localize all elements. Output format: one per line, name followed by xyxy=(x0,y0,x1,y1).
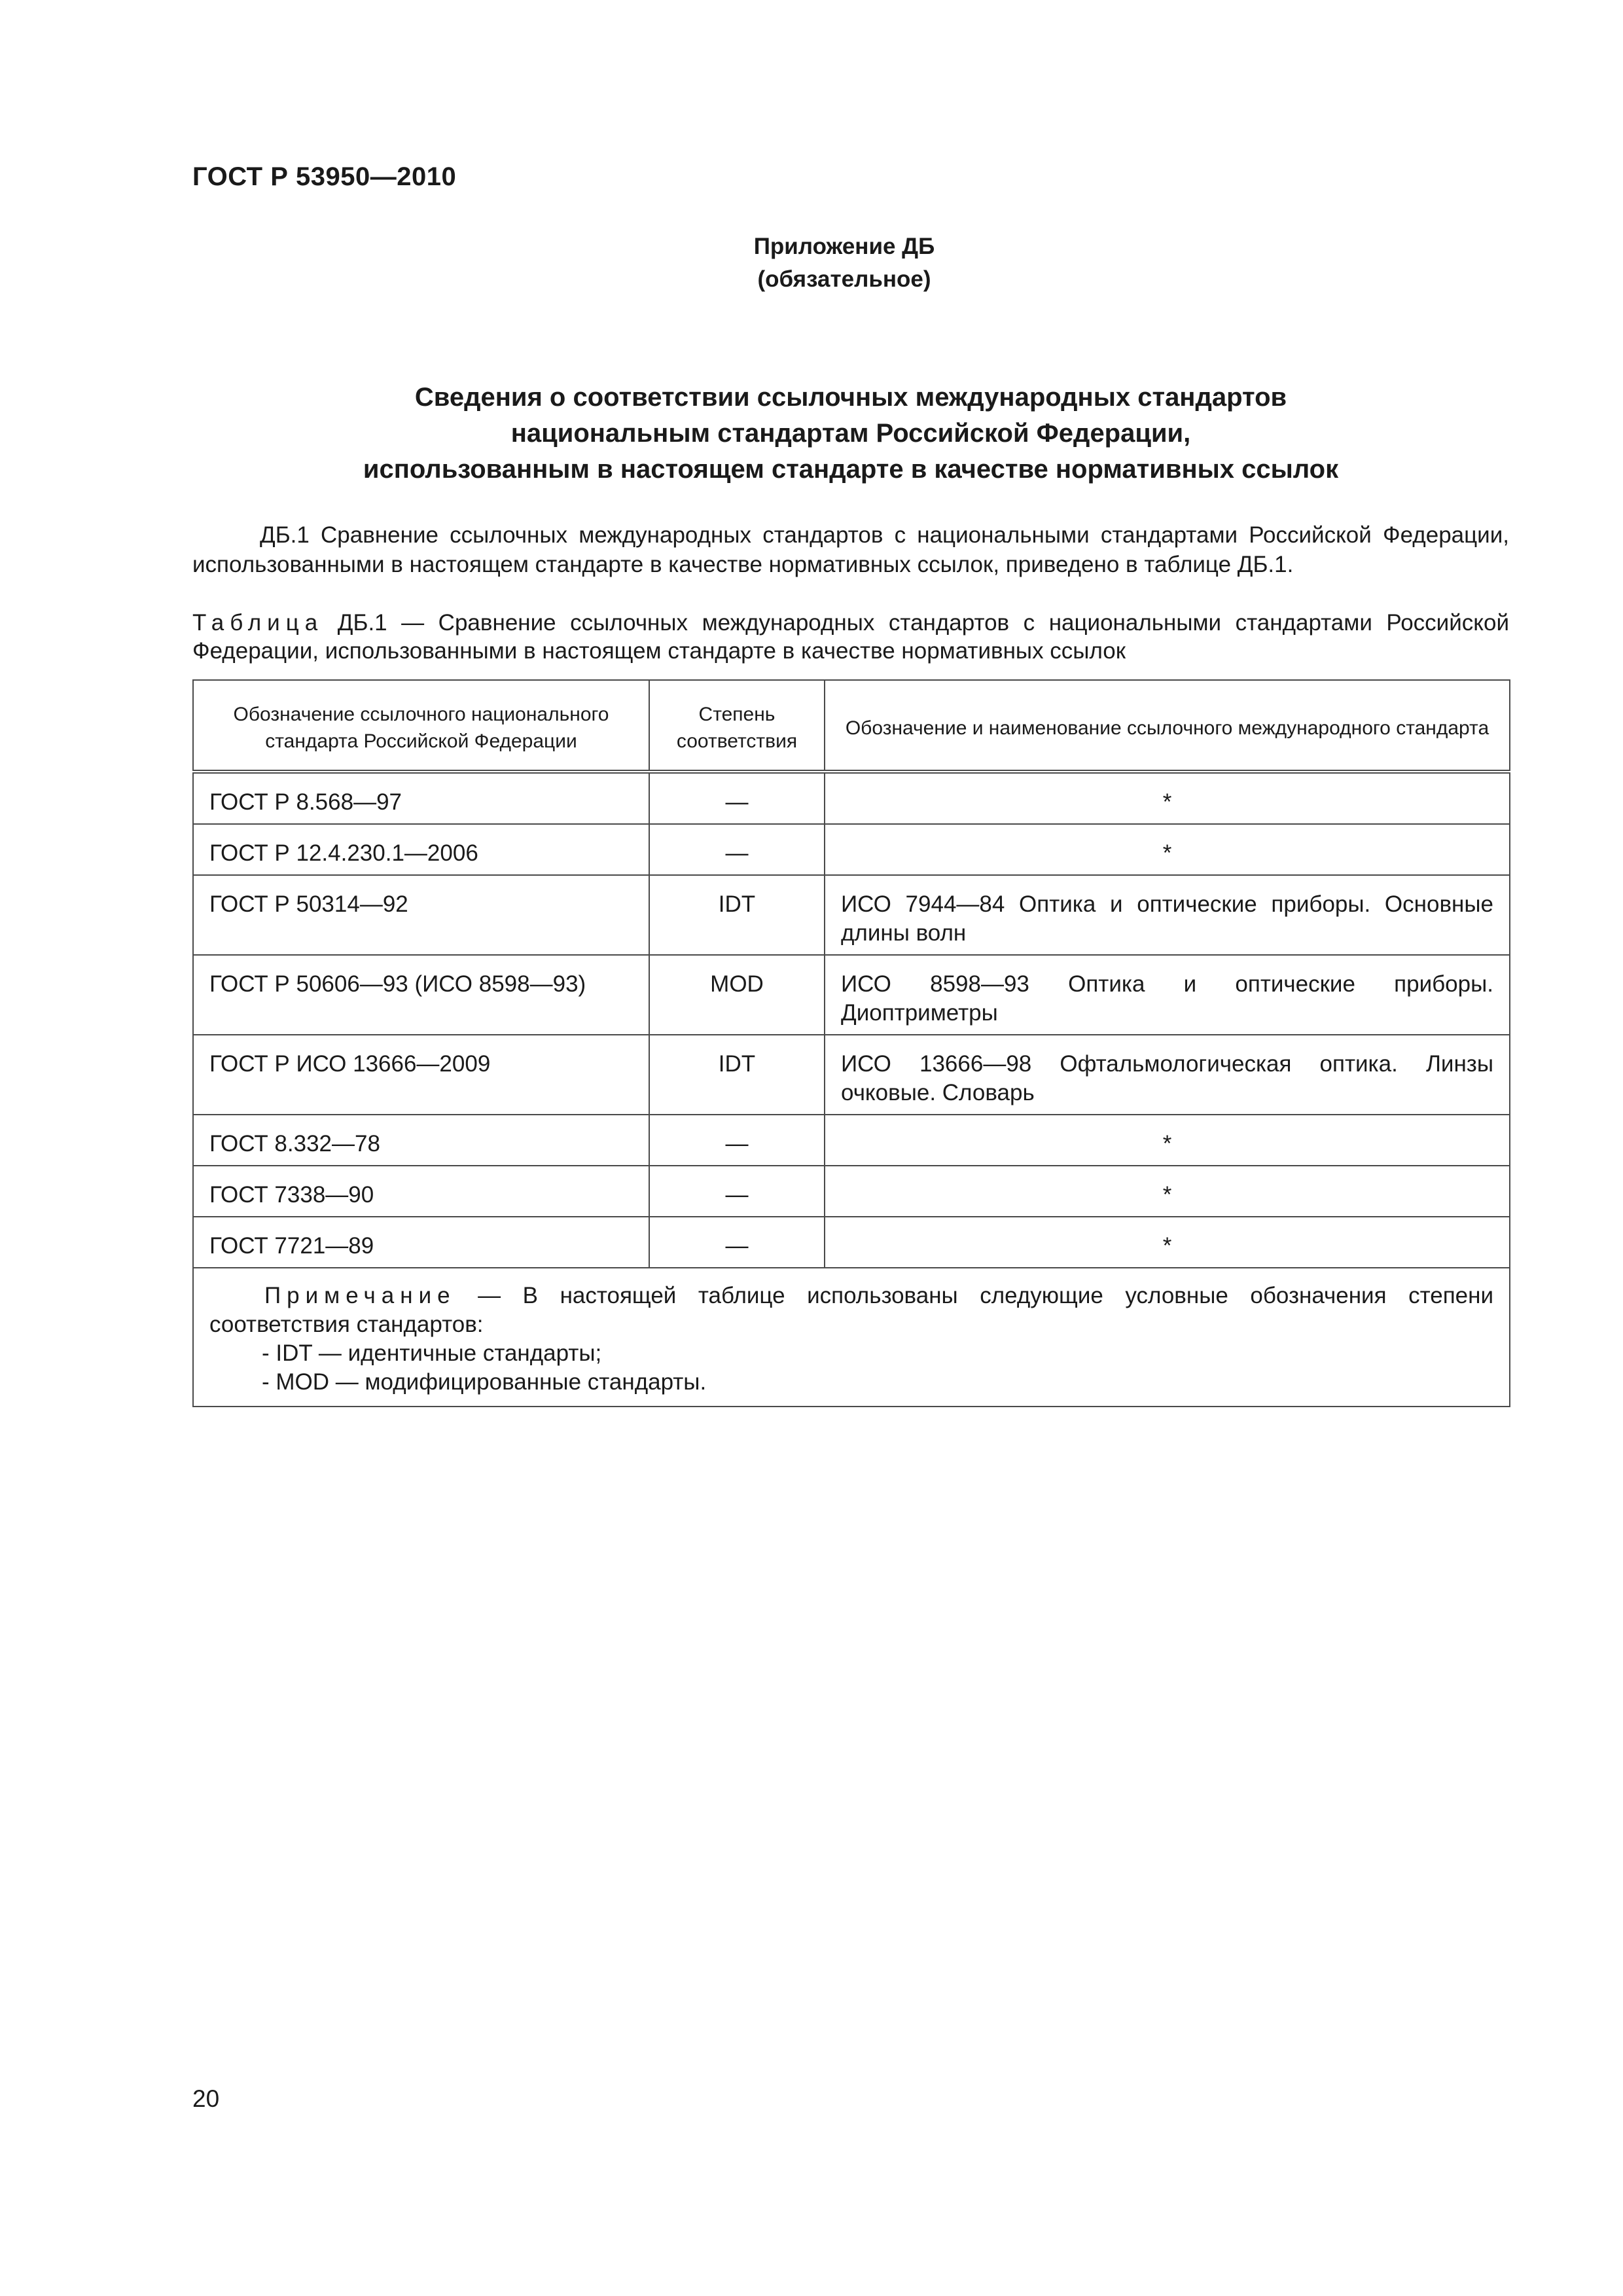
cell-national: ГОСТ 8.332—78 xyxy=(193,1115,649,1166)
table-caption xyxy=(192,609,1509,665)
table-row xyxy=(193,1217,1510,1268)
header-international-standard: Обозначение и наименование ссылочного международного стандарта xyxy=(825,680,1510,772)
cell-international: * xyxy=(825,824,1510,875)
table-header-row xyxy=(193,680,1510,772)
main-title xyxy=(192,380,1509,488)
cell-international: ИСО 8598—93 Оптика и оптические приборы. Диоптриметры xyxy=(825,955,1510,1035)
standards-table xyxy=(192,679,1510,1407)
table-caption-label: Таблица xyxy=(192,610,324,636)
note-item: - IDT — идентичные стандарты; xyxy=(262,1340,602,1366)
cell-degree: — xyxy=(649,1115,825,1166)
cell-degree: IDT xyxy=(649,875,825,955)
note-label: Примечание xyxy=(264,1283,456,1308)
table-note xyxy=(193,1268,1510,1407)
cell-degree: — xyxy=(649,1217,825,1268)
appendix-status: (обязательное) xyxy=(757,266,931,292)
cell-national: ГОСТ Р 8.568—97 xyxy=(193,772,649,824)
header-degree: Степень соответствия xyxy=(649,680,825,772)
table-row xyxy=(193,1115,1510,1166)
cell-degree: — xyxy=(649,1166,825,1217)
cell-international: ИСО 7944—84 Оптика и оптические приборы. Основные длины волн xyxy=(825,875,1510,955)
cell-national: ГОСТ Р ИСО 13666—2009 xyxy=(193,1035,649,1115)
main-title-line: Сведения о соответствии ссылочных международных стандартов xyxy=(414,383,1287,412)
note-heading xyxy=(209,1282,1493,1339)
intro-paragraph: ДБ.1 Сравнение ссылочных международных стандартов с национальными стандартами Российской Федерации, использованными в настоящем стандарте в качестве нормативных ссылок, приведено в таблице ДБ.1. xyxy=(192,522,1509,577)
note-item: - MOD — модифицированные стандарты. xyxy=(262,1369,707,1395)
cell-international: * xyxy=(825,1115,1510,1166)
appendix-title: Приложение ДБ xyxy=(753,234,935,259)
cell-international: * xyxy=(825,1217,1510,1268)
document-code: ГОСТ Р 53950—2010 xyxy=(192,162,457,191)
note-text: — В настоящей таблице использованы следующие условные обозначения степени соответствия стандартов: xyxy=(209,1283,1493,1337)
cell-degree: IDT xyxy=(649,1035,825,1115)
table-row xyxy=(193,772,1510,824)
table-row xyxy=(193,824,1510,875)
main-title-line: национальным стандартам Российской Федерации, xyxy=(510,419,1191,448)
cell-degree: — xyxy=(649,772,825,824)
cell-national: ГОСТ Р 12.4.230.1—2006 xyxy=(193,824,649,875)
cell-international: ИСО 13666—98 Офтальмологическая оптика. Линзы очковые. Словарь xyxy=(825,1035,1510,1115)
main-title-line: использованным в настоящем стандарте в качестве нормативных ссылок xyxy=(363,455,1339,484)
page-number: 20 xyxy=(192,2085,220,2112)
cell-degree: MOD xyxy=(649,955,825,1035)
cell-national: ГОСТ Р 50314—92 xyxy=(193,875,649,955)
cell-international: * xyxy=(825,1166,1510,1217)
cell-international: * xyxy=(825,772,1510,824)
table-row xyxy=(193,1166,1510,1217)
table-caption-text: ДБ.1 — Сравнение ссылочных международных стандартов с национальными стандартами Российской Федерации, использованными в настоящем стандарте в качестве нормативных ссылок xyxy=(192,610,1509,664)
header-national-standard: Обозначение ссылочного национального стандарта Российской Федерации xyxy=(193,680,649,772)
table-note-row xyxy=(193,1268,1510,1407)
table-row xyxy=(193,875,1510,955)
cell-national: ГОСТ Р 50606—93 (ИСО 8598—93) xyxy=(193,955,649,1035)
cell-national: ГОСТ 7721—89 xyxy=(193,1217,649,1268)
table-row xyxy=(193,1035,1510,1115)
table-row xyxy=(193,955,1510,1035)
cell-national: ГОСТ 7338—90 xyxy=(193,1166,649,1217)
cell-degree: — xyxy=(649,824,825,875)
